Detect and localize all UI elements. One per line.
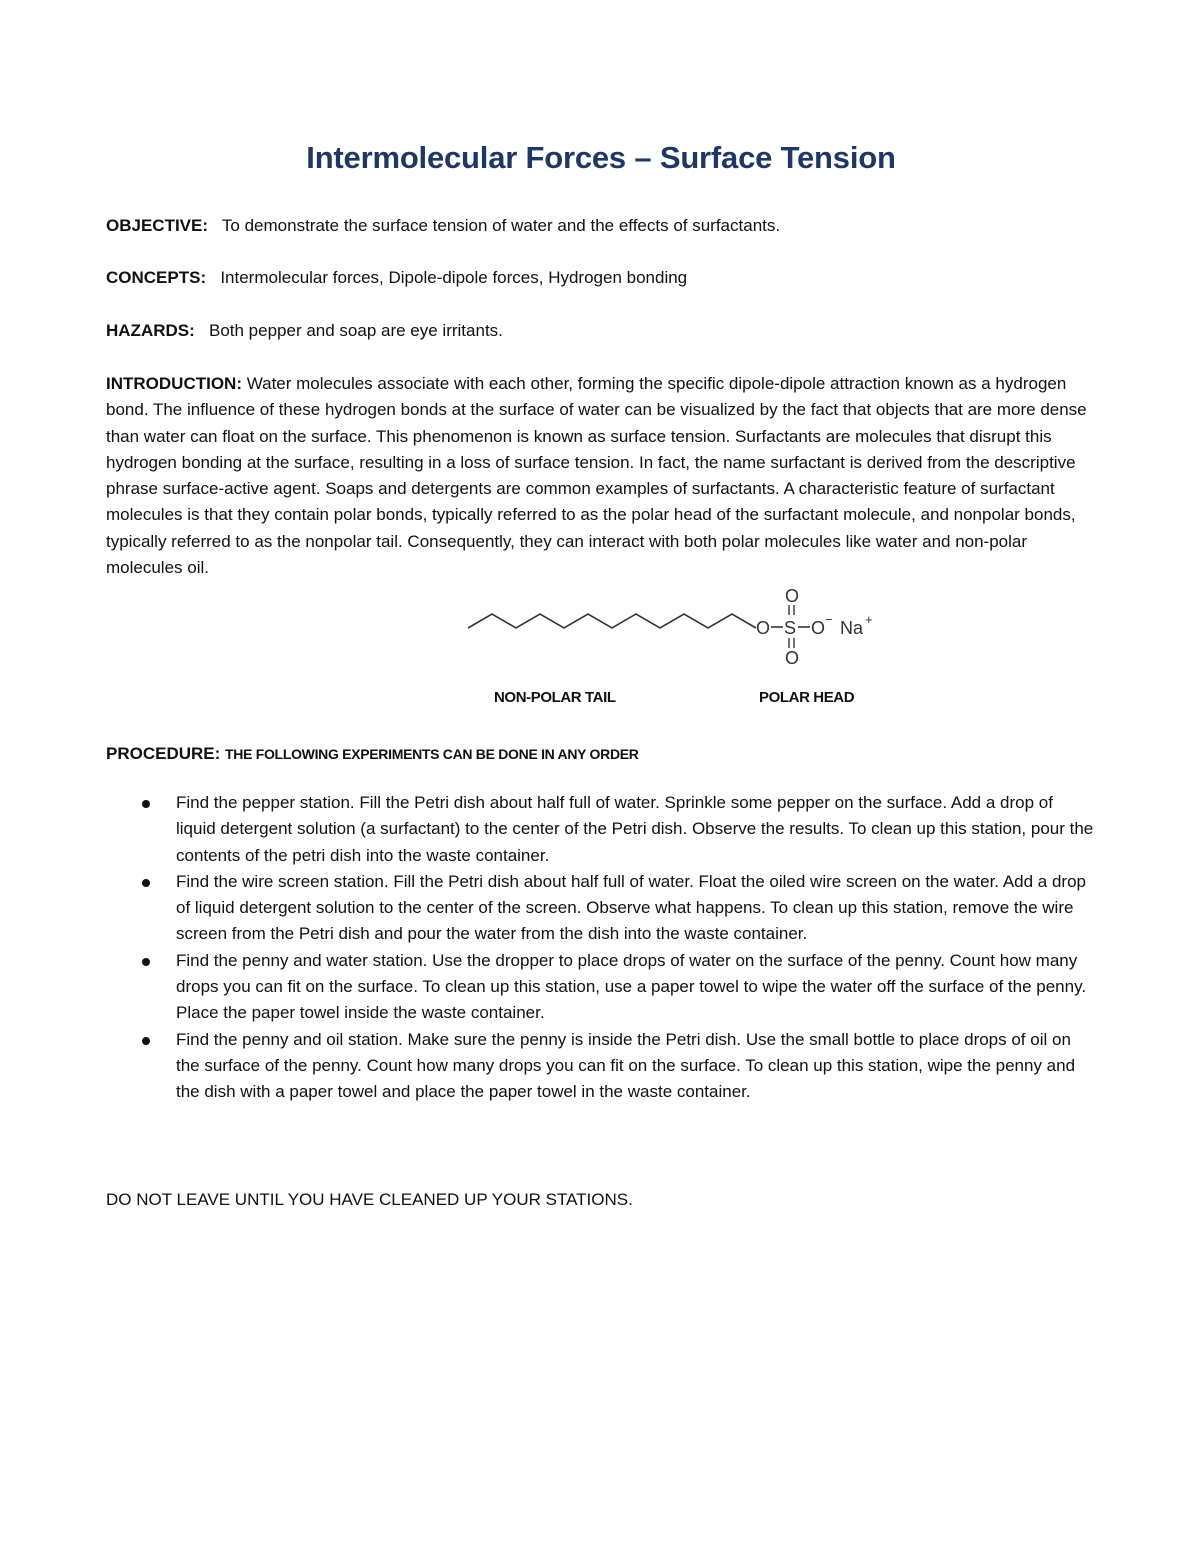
list-item	[106, 869, 1096, 948]
list-item	[106, 1027, 1096, 1106]
introduction-block	[106, 371, 1096, 581]
sodium-ion: Na	[840, 618, 864, 638]
atom-o-bottom: O	[785, 648, 800, 668]
page-title: Intermolecular Forces – Surface Tension	[306, 140, 896, 175]
polar-head-label: POLAR HEAD	[759, 689, 855, 706]
atom-o-top: O	[785, 586, 800, 606]
nonpolar-tail-chain	[468, 614, 756, 628]
concepts-label: CONCEPTS:	[106, 268, 207, 287]
nonpolar-tail-label: NON-POLAR TAIL	[494, 689, 616, 706]
procedure-subtitle: THE FOLLOWING EXPERIMENTS CAN BE DONE IN ANY ORDER	[225, 746, 639, 762]
list-item	[106, 948, 1096, 1027]
bullet-icon	[142, 879, 150, 887]
atom-o-link: O	[756, 618, 771, 638]
procedure-step-text: Find the pepper station. Fill the Petri dish about half full of water. Sprinkle some pepper on the surface. Add a drop of liquid detergent solution (a surfactant) to the center of the Petri dish. Observe the results. To clean up this station, pour the contents of the petri dish into the waste container.	[176, 793, 1094, 865]
list-item	[106, 790, 1096, 869]
procedure-step-text: Find the penny and water station. Use the dropper to place drops of water on the surface of the penny. Count how many drops you can fit on the surface. To clean up this station, use a paper towel to wipe the water off the surface of the penny. Place the paper towel inside the waste container.	[176, 950, 1087, 1023]
minus-charge: −	[825, 612, 833, 627]
concepts-text: Intermolecular forces, Dipole-dipole forces, Hydrogen bonding	[220, 268, 688, 287]
bullet-icon	[142, 800, 150, 808]
bullet-icon	[142, 958, 150, 966]
procedure-step-text: Find the wire screen station. Fill the Petri dish about half full of water. Float the oiled wire screen on the water. Add a drop of liquid detergent solution to the center of the screen. Observe what happens. To clean up this station, remove the wire screen from the Petri dish and pour the water from the dish into the waste container.	[176, 871, 1086, 944]
procedure-step-text: Find the penny and oil station. Make sure the penny is inside the Petri dish. Use the small bottle to place drops of oil on the surface of the penny. Count how many drops you can fit on the surface. To clean up this station, wipe the penny and the dish with a paper towel and place the paper towel in the waste container.	[176, 1029, 1076, 1102]
hazards-label: HAZARDS:	[106, 321, 195, 340]
atom-s: S	[784, 618, 797, 638]
procedure-steps-list	[106, 790, 1096, 1106]
objective-label: OBJECTIVE:	[106, 216, 209, 235]
plus-charge: +	[865, 612, 873, 627]
procedure-heading	[106, 741, 1096, 767]
hazards-paragraph	[106, 318, 1096, 344]
bullet-icon	[142, 1037, 150, 1045]
closing-notice: DO NOT LEAVE UNTIL YOU HAVE CLEANED UP YOUR STATIONS.	[106, 1190, 633, 1209]
concepts-paragraph	[106, 265, 1096, 291]
procedure-label: PROCEDURE:	[106, 744, 221, 763]
surfactant-molecule-diagram	[466, 582, 926, 672]
introduction-label: INTRODUCTION:	[106, 374, 242, 393]
hazards-text: Both pepper and soap are eye irritants.	[208, 321, 503, 340]
objective-text: To demonstrate the surface tension of water and the effects of surfactants.	[221, 216, 781, 235]
introduction-text: Water molecules associate with each other, forming the specific dipole-dipole attraction known as a hydrogen bond. The influence of these hydrogen bonds at the surface of water can be visualized by the fact that objects that are more dense than water can float on the surface. This phenomenon is known as surface tension. Surfactants are molecules that disrupt this hydrogen bonding at the surface, resulting in a loss of surface tension. In fact, the name surfactant is derived from the descriptive phrase surface-active agent. Soaps and detergents are common examples of surfactants. A characteristic feature of surfactant molecules is that they contain polar bonds, typically referred to as the polar head of the surfactant molecule, and nonpolar bonds, typically referred to as the nonpolar tail. Consequently, they can interact with both polar molecules like water and non-polar molecules oil.	[106, 374, 1087, 578]
atom-o-minus: O	[811, 618, 826, 638]
objective-paragraph	[106, 213, 1096, 239]
